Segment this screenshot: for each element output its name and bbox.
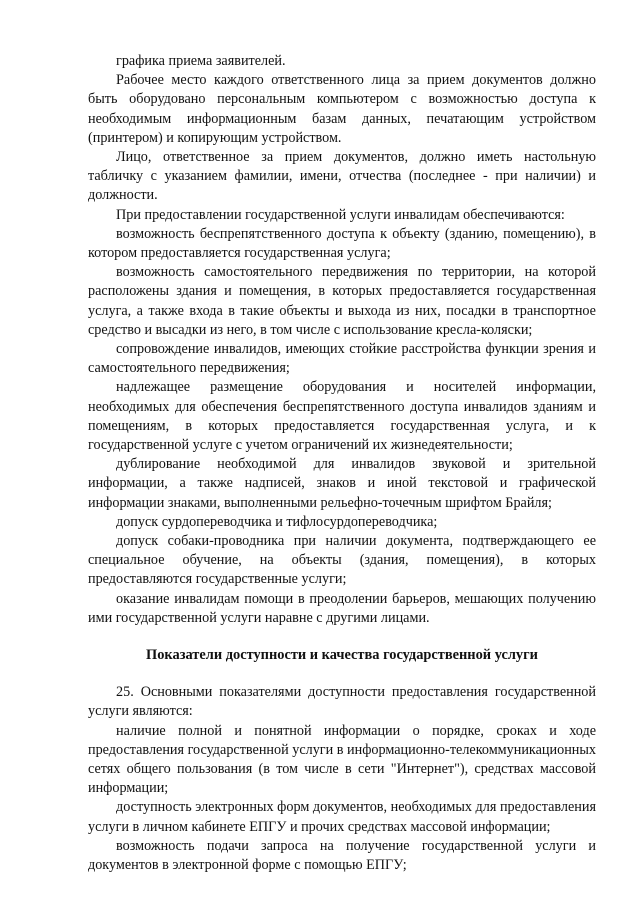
paragraph: надлежащее размещение оборудования и носителей информации, необходимых для обеспечения беспрепятственного доступа инвалидов зданиям и помещениям, в которых предоставляется государственная услуга, и к государственной услуге с учетом ограничений их жизнедеятельности; [88, 379, 596, 454]
paragraph: Рабочее место каждого ответственного лица за прием документов должно быть оборудовано персональным компьютером с возможностью доступа к необходимым информационным базам данных, печатающим устройством (принтером) и копирующим устройством. [88, 72, 596, 146]
paragraph: возможность самостоятельного передвижения по территории, на которой расположены здания и помещения, в которых предоставляется государственная услуга, а также входа в такие объекты и выхода из них, посадки в транспортное средство и высадки из него, в том числе с использование кресла-коляски; [88, 264, 596, 338]
paragraph: возможность подачи запроса на получение государственной услуги и документов в электронной форме с помощью ЕПГУ; [88, 837, 596, 873]
paragraph: графика приема заявителей. [116, 53, 286, 69]
paragraph: допуск сурдопереводчика и тифлосурдопереводчика; [116, 513, 438, 530]
paragraph: допуск собаки-проводника при наличии документа, подтверждающего ее специальное обучение, на объекты (здания, помещения), в которых предоставляются государственные услуги; [88, 533, 596, 588]
paragraph: возможность беспрепятственного доступа к объекту (зданию, помещению), в котором предоставляется государственная услуга; [88, 225, 596, 262]
paragraph: доступность электронных форм документов, необходимых для предоставления услуги в личном кабинете ЕПГУ и прочих средствах массовой информации; [88, 799, 596, 835]
paragraph: дублирование необходимой для инвалидов звуковой и зрительной информации, а также надписей, знаков и иной текстовой и графической информации знаками, выполненными рельефно-точечным шрифтом Брайля; [88, 456, 596, 511]
section-heading: Показатели доступности и качества государственной услуги [146, 647, 538, 664]
paragraph: наличие полной и понятной информации о порядке, сроках и ходе предоставления государственной услуги в информационно-телекоммуникационных сетях общего пользования (в том числе в сети "Интернет"), средствах массовой информации; [88, 722, 596, 797]
paragraph: Лицо, ответственное за прием документов, должно иметь настольную табличку с указанием фамилии, имени, отчества (последнее - при наличии) и должности. [88, 149, 596, 204]
paragraph: оказание инвалидам помощи в преодолении барьеров, мешающих получению ими государственной услуги наравне с другими лицами. [88, 590, 596, 626]
paragraph: сопровождение инвалидов, имеющих стойкие расстройства функции зрения и самостоятельного передвижения; [88, 341, 596, 377]
paragraph: 25. Основными показателями доступности предоставления государственной услуги являются: [88, 684, 596, 720]
paragraph: При предоставлении государственной услуги инвалидам обеспечиваются: [116, 206, 565, 223]
